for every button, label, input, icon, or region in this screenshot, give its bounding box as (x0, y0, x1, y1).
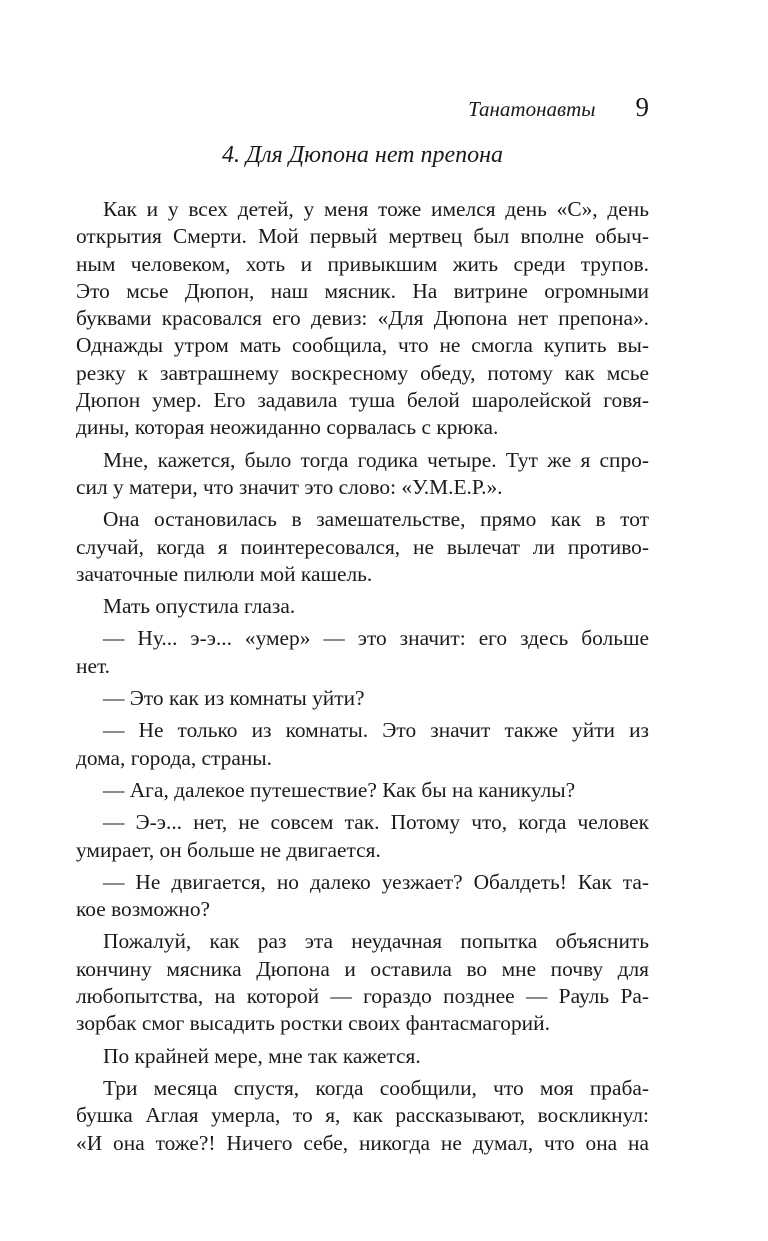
text-line: Она остановилась в замешательстве, прямо как в тот (103, 507, 649, 532)
paragraph (76, 685, 649, 712)
text-line: резку к завтрашнему воскресному обеду, потому как мсье (76, 360, 649, 385)
text-line: ным человеком, хоть и привыкшим жить среди трупов. (76, 251, 649, 276)
text-line: — Не только из комнаты. Это значит также уйти из (103, 718, 649, 743)
text-line: случай, когда я поинтересовался, не вылечат ли противо- (76, 534, 649, 559)
paragraph (76, 777, 649, 804)
text-line: бушка Аглая умерла, то я, как рассказывают, воскликнул: (76, 1103, 649, 1128)
paragraph (76, 447, 649, 502)
text-line: — Э-э... нет, не совсем так. Потому что, когда человек (103, 810, 649, 835)
text-line: Как и у всех детей, у меня тоже имелся день «С», день (103, 197, 649, 221)
text-line: Мне, кажется, было тогда годика четыре. Тут же я спро- (103, 447, 649, 472)
text-line: Три месяца спустя, когда сообщили, что моя праба- (103, 1075, 649, 1100)
text-line: дома, города, страны. (76, 745, 272, 770)
paragraph (76, 809, 649, 864)
paragraph (76, 869, 649, 924)
text-line: умирает, он больше не двигается. (76, 837, 381, 862)
text-line: Это мсье Дюпон, наш мясник. На витрине огромными (76, 278, 649, 303)
text-line: любопытства, на которой — гораздо позднее — Рауль Ра- (76, 984, 649, 1009)
text-line: буквами красовался его девиз: «Для Дюпона нет препона». (76, 306, 649, 331)
page-number: 9 (635, 92, 649, 122)
text-line: нет. (76, 653, 111, 678)
paragraph (76, 196, 649, 442)
text-line: Дюпон умер. Его задавила туша белой шаролейской говя- (76, 388, 649, 413)
chapter-title: 4. Для Дюпона нет препона (221, 142, 504, 168)
text-line: Мать опустила глаза. (103, 594, 296, 619)
paragraph (76, 593, 649, 620)
text-line: — Это как из комнаты уйти? (103, 686, 365, 711)
text-line: — Не двигается, но далеко уезжает? Обалдеть! Как та- (103, 869, 649, 894)
running-head (468, 92, 649, 123)
paragraph (76, 717, 649, 772)
paragraph (76, 1043, 649, 1070)
text-line: дины, которая неожиданно сорвалась с крюка. (76, 415, 499, 440)
text-line: зачаточные пилюли мой кашель. (76, 561, 373, 586)
text-line: «И она тоже?! Ничего себе, никогда не думал, что она на (76, 1130, 649, 1155)
text-line: Пожалуй, как раз эта неудачная попытка объяснить (103, 929, 649, 954)
running-title: Танатонавты (468, 97, 596, 121)
text-line: Однажды утром мать сообщила, что не смогла купить вы- (76, 333, 649, 358)
paragraph (76, 1075, 649, 1157)
paragraph (76, 506, 649, 588)
text-line: сил у матери, что значит это слово: «У.М.Е.Р.». (76, 474, 503, 499)
paragraph (76, 928, 649, 1037)
paragraph (76, 625, 649, 680)
text-line: кое возможно? (76, 897, 211, 922)
text-line: По крайней мере, мне так кажется. (103, 1043, 421, 1068)
text-body (76, 196, 649, 1162)
text-line: — Ну... э-э... «умер» — это значит: его здесь больше (103, 626, 649, 651)
text-line: открытия Смерти. Мой первый мертвец был вполне обыч- (76, 224, 649, 249)
text-line: зорбак смог высадить ростки своих фантасмагорий. (76, 1011, 550, 1036)
text-line: кончину мясника Дюпона и оставила во мне почву для (76, 956, 649, 981)
text-line: — Ага, далекое путешествие? Как бы на каникулы? (103, 777, 576, 802)
